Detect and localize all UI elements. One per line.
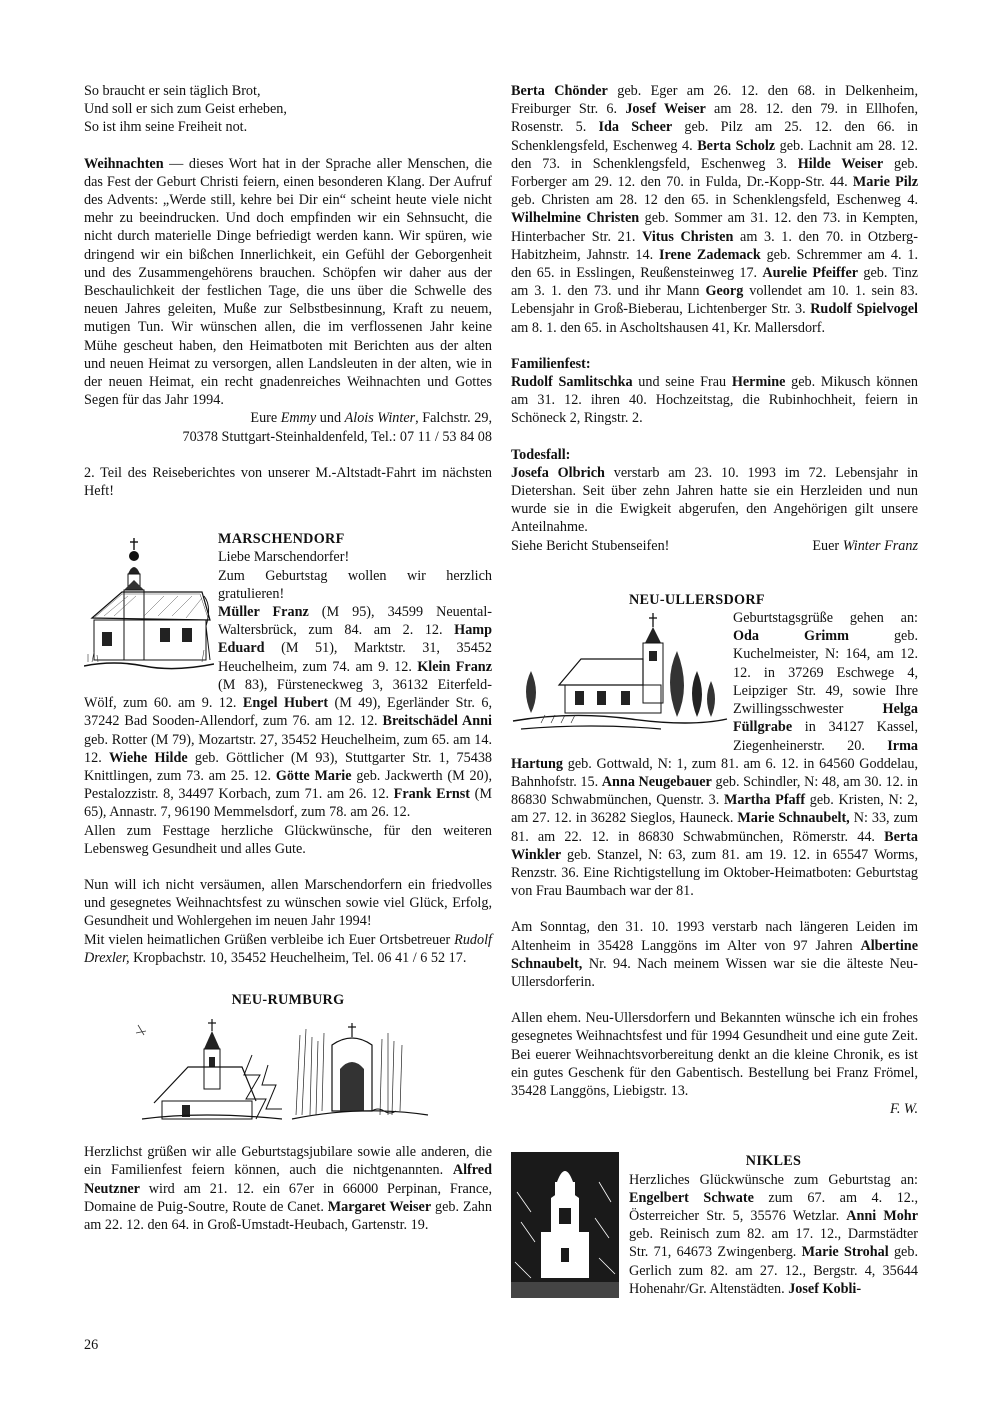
family-event-text: Rudolf Samlitschka und seine Frau Hermine geb. Mikusch können am 31. 12. ihren 40. Hochzeitstag, die Rubinhochheit, feiern in Schöneck 2, Ringstr. 2. bbox=[511, 374, 918, 427]
section-nikles bbox=[511, 1152, 918, 1298]
heading-nikles: NIKLES bbox=[745, 1153, 802, 1170]
christmas-message bbox=[84, 155, 492, 410]
heading-neu-rumburg: NEU-RUMBURG bbox=[231, 991, 345, 1008]
christmas-signature: Eure Emmy und Alois Winter, Falchstr. 29, bbox=[250, 410, 492, 427]
right-column bbox=[511, 82, 918, 1298]
marschendorf-closing: Mit vielen heimatlichen Grüßen verbleibe ich Euer Ortsbetreuer Rudolf Drexler, Kropbachstr. 10, 35452 Heuchelheim, Tel. 06 41 / 6 52 17. bbox=[84, 931, 492, 966]
left-column bbox=[84, 82, 492, 1234]
marschendorf-wish: Allen zum Festtage herzliche Glückwünsche, für den weiteren Lebensweg Gesundheit und alles Gute. bbox=[84, 822, 492, 857]
death-text: Josefa Olbrich verstarb am 23. 10. 1993 im 72. Lebensjahr in Dietershan. Seit über zehn Jahren hatte sie ein Herzleiden und nun wurde sie in die Ewigkeit abgerufen, den Angehörigen gilt unsere Anteilnahme. bbox=[511, 464, 918, 536]
christmas-lead: Weihnachten bbox=[84, 155, 164, 172]
signer-winter-franz: Winter Franz bbox=[842, 537, 918, 554]
poem-line: Und soll er sich zum Geist erheben, bbox=[84, 101, 287, 118]
marschendorf-birthdays: Müller Franz (M 95), 34599 Neuental-Waltersbrück, zum 84. am 2. 12. Hamp Eduard (M 51), Marktstr. 31, 35452 Heuchelheim, zum 74. am 9. 12. Klein Franz (M 83), Fürsteneckweg 3, 36132 Eiterfeld-Wölf, zum 60. am 9. 12. Engel Hubert (M 49), Egerländer Str. 6, 37242 Bad Sooden-Allendorf, zum 76. am 12. 12. Breitschädel Anni geb. Rotter (M 79), Mozartstr. 27, 35452 Heuchelheim, zum 65. am 14. 12. Wiehe Hilde geb. Göttlicher (M 93), Stuttgarter Str. 1, 75438 Knittlingen, zum 73. am 25. 12. Götte Marie geb. Jackwerth (M 20), Pestalozzistr. 8, 34497 Korbach, zum 71. am 26. 12. Frank Ernst (M 65), Annastr. 7, 96190 Memmelsdorf, zum 78. am 26. 12. bbox=[84, 604, 493, 821]
marschendorf-christmas: Nun will ich nicht versäumen, allen Marschendorfern ein friedvolles und gesegnetes Weihnachtsfest zu wünschen sowie viel Glück, Erfolg, Gesundheit und Wohlergehen im neuen Jahr 1994! bbox=[84, 876, 492, 930]
death-heading: Todesfall: bbox=[511, 446, 571, 463]
neu-rumburg-birthdays: Herzlichst grüßen wir alle Geburtstagsjubilare sowie alle anderen, die ein Familienfest feiern können, auch die nichtgenannten. Alfred Neutzner wird am 21. 12. ein 67er in 66000 Perpinan, France, Domaine de Puig-Soutre, Route de Canet. Margaret Weiser geb. Zahn am 22. 12. den 64. in Groß-Umstadt-Heubach, Gartenstr. 19. bbox=[84, 1144, 492, 1233]
christmas-body: — dieses Wort hat in der Sprache aller Menschen, die das Fest der Geburt Christi feiern, einen besonderen Klang. Der Aufruf des Advents: „Werde still, kehre bei Dir ein“ scheint heute viele nicht mehr zu beeindrucken. Und doch empfinden wir ein Sehnsucht, die nicht durch materielle Dinge befriedigt werden kann. Wir spüren, wie dringend wir ein bißchen Innerlichkeit, ein Gefühl der Geborgenheit und des Zusammengehörens brauchen. Schöpfen wir daher aus der Beschaulichkeit der festlichen Tage, die uns über die Schwelle des neuen Jahres geleiten, Muße zur Selbstbesinnung, Kraft zu neuem, mutigen Tun. Wir wünschen allen, die im verflossenen Jahr keine Mühe gescheut haben, den Heimatboten mit Berichten aus der alten und neuen Heimat zu versorgen, allen Landsleuten in der alten, wie in der neuen Heimat, ein recht gnadenreiches Weihnachten und Gottes Segen für das Jahr 1994. bbox=[84, 155, 492, 409]
see-report-line: Siehe Bericht Stubenseifen! Euer Winter Franz bbox=[511, 537, 918, 554]
nikles-birthdays: Herzliches Glückwünsche zum Geburtstag an: Engelbert Schwate zum 67. am 4. 12., Österreicher Str. 5, 35576 Wetzlar. Anni Mohr geb. Reinisch zum 82. am 17. 12., Darmstädter Str. 71, 64673 Zwingenberg. Marie Strohal geb. Gerlich zum 82. am 27. 12., Bergstr. 4, 35644 Hohenahr/Gr. Altenstädten. Josef Kobli- bbox=[629, 1171, 918, 1297]
section-neu-rumburg bbox=[84, 991, 492, 1234]
neu-ullersdorf-initials: F. W. bbox=[890, 1101, 918, 1118]
neu-ullersdorf-church-illustration bbox=[511, 611, 733, 739]
marschendorf-greeting: Liebe Marschendorfer! bbox=[218, 549, 350, 566]
nikles-church-illustration bbox=[511, 1152, 623, 1298]
poem-line: So braucht er sein täglich Brot, bbox=[84, 83, 261, 99]
caretaker-name: Rudolf Drexler, bbox=[84, 931, 492, 966]
travel-report-note: 2. Teil des Reiseberichtes von unserer M.-Altstadt-Fahrt im nächsten Heft! bbox=[84, 464, 492, 500]
neu-rumburg-birthdays-continued: Berta Chönder geb. Eger am 26. 12. den 68. in Delkenheim, Freiburger Str. 6. Josef Weiser am 28. 12. den 79. in Ellhofen, Rosenstr. 5. Ida Scheer geb. Pilz am 25. 12. den 66. in Schenklengsfeld, Eschenweg 4. Berta Scholz geb. Lachnit am 28. 12. den 73. in Schenklengsfeld, Eschenweg 3. Hilde Weiser geb. Forberger am 29. 12. den 70. in Fulda, Dr.-Kopp-Str. 44. Marie Pilz geb. Christen am 28. 12 den 65. in Schenklengsfeld, Eschenweg 4. Wilhelmine Christen geb. Sommer am 31. 12. den 73. in Kempten, Hinterbacher Str. 21. Vitus Christen am 3. 1. den 70. in Otzberg-Habitzheim, Jahnstr. 14. Irene Zademack geb. Schremmer am 4. 1. den 65. in Esslingen, Reußensteinweg 17. Aurelie Pfeiffer geb. Tinz am 3. 1. den 73. und ihr Mann Georg vollendet am 10. 1. sein 83. Lebensjahr in Groß-Bieberau, Lichtenberger Str. 3. Rudolf Spielvogel am 8. 1. den 65. in Ascholtshausen 41, Kr. Mallersdorf. bbox=[511, 83, 919, 336]
marschendorf-intro: Zum Geburtstag wollen wir herzlich gratulieren! bbox=[218, 567, 492, 602]
heading-marschendorf: MARSCHENDORF bbox=[218, 531, 345, 548]
neu-ullersdorf-death: Am Sonntag, den 31. 10. 1993 verstarb nach längeren Leiden im Altenheim in 35428 Langgöns im Alter von 97 Jahren Albertine Schnaubelt, Nr. 94. Nach meinem Wissen war sie die älteste Neu-Ullersdorferin. bbox=[511, 919, 918, 990]
neu-ullersdorf-birthdays: Geburtstagsgrüße gehen an: Oda Grimm geb. Kuchelmeister, N: 164, am 12. 12. in 37269 Eschwege 4, Leipziger Str. 49, sowie Ihre Zwillingsschwester Helga Füllgrabe in 34127 Kassel, Ziegenheinerstr. 20. Irma Hartung geb. Gottwald, N: 1, zum 81. am 6. 12. in 64560 Goddelau, Bahnhofstr. 15. Anna Neugebauer geb. Schindler, N: 48, am 30. 12. in 86830 Schwabmünchen, Quenstr. 3. Martha Pfaff geb. Kristen, N: 2, am 27. 12. in 36282 Sieglos, Hauneck. Marie Schnaubelt, N: 33, zum 81. am 22. 12. in 86830 Schwabmünchen, Römerstr. 44. Berta Winkler geb. Stanzel, N: 63, zum 81. am 19. 12. in 65547 Worms, Renzstr. 36. Eine Richtigstellung im Oktober-Heimatboten: Geburtstag von Frau Baumbach war der 81. bbox=[511, 610, 918, 900]
page-number: 26 bbox=[84, 1337, 99, 1353]
poem-line: So ist ihm seine Freiheit not. bbox=[84, 119, 248, 136]
family-event-heading: Familienfest: bbox=[511, 355, 591, 372]
heading-neu-ullersdorf: NEU-ULLERSDORF bbox=[629, 591, 765, 608]
poem bbox=[84, 82, 492, 137]
signer-alois: Alois Winter bbox=[344, 410, 416, 427]
signer-emmy: Emmy bbox=[280, 410, 317, 427]
christmas-address: 70378 Stuttgart-Steinhaldenfeld, Tel.: 07 11 / 53 84 08 bbox=[182, 428, 492, 445]
neu-rumburg-illustration bbox=[132, 1015, 492, 1133]
neu-ullersdorf-closing: Allen ehem. Neu-Ullersdorfern und Bekannten wünsche ich ein frohes gesegnetes Weihnachtsfest und für 1994 Gesundheit und eine gute Zeit. Bei euerer Weihnachtsvorbereitung denkt an die kleine Chronik, es ist ein gutes Geschenk für den Gabentisch. Bestellung bei Franz Frömel, 35428 Langgöns, Liebigstr. 13. bbox=[511, 1010, 918, 1099]
marschendorf-church-illustration bbox=[84, 536, 218, 678]
section-marschendorf bbox=[84, 530, 492, 967]
section-neu-ullersdorf bbox=[511, 591, 918, 1118]
